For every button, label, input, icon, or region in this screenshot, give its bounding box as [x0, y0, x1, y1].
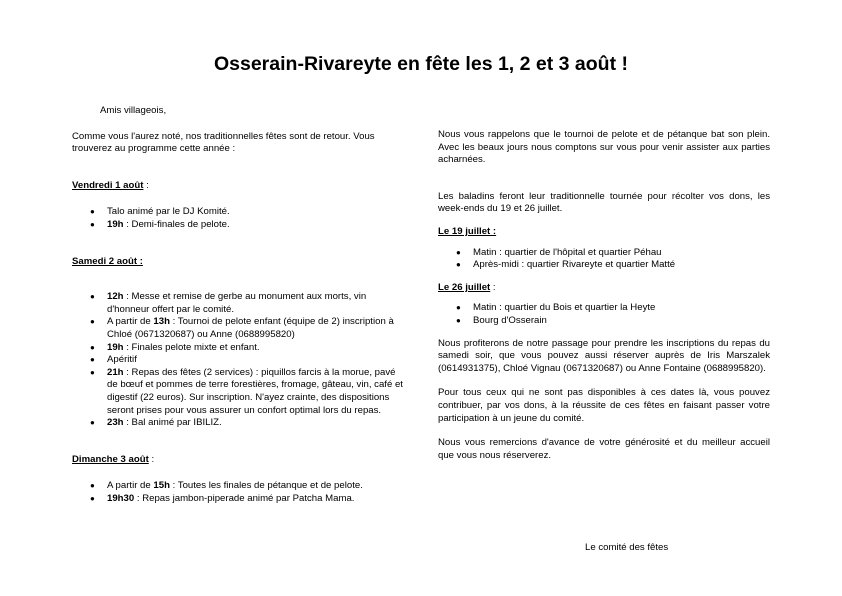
registration-paragraph: Nous profiterons de notre passage pour prendre les inscriptions du repas du samedi soir, que vous pouvez aussi réserver auprès de Iris Marszalek (0614931375), Chloé Vignau (0671320687) ou Anne Fontaine (0688995820). — [438, 337, 770, 374]
left-column — [72, 105, 404, 505]
bullet-icon: ● — [90, 367, 95, 377]
item-text: : Repas des fêtes (2 services) : piquillos farcis à la morue, pavé de bœuf et pommes de terre forestières, fromage, gâteau, vin, café et digestif (22 euros). Sur inscription. N'ayez crainte, des dispositions seront prises pour vous assurer un confort optimal lors du repas. — [107, 366, 403, 416]
saturday-list — [72, 291, 404, 430]
tournament-paragraph: Nous vous rappelons que le tournoi de pelote et de pétanque bat son plein. Avec les beaux jours nous comptons sur vous pour venir assister aux parties acharnées. — [438, 129, 770, 166]
greeting: Amis villageois, — [100, 105, 167, 116]
item-time: 12h — [107, 291, 124, 303]
donation-paragraph: Pour tous ceux qui ne sont pas disponibles à ces dates là, vous pouvez contribuer, par vos dons, à la réussite de ces fêtes en faisant passer votre participation à un jeune du comité. — [438, 387, 770, 424]
signature: Le comité des fêtes — [585, 542, 669, 553]
list-item — [72, 316, 404, 341]
item-time: 23h — [107, 417, 124, 429]
day-label: Samedi 2 août : — [72, 255, 143, 267]
list-item — [72, 417, 404, 430]
list-item — [72, 354, 404, 367]
bullet-icon: ● — [456, 260, 461, 270]
item-time: 21h — [107, 366, 124, 378]
item-text: : Repas jambon-piperade animé par Patcha Mama. — [134, 492, 355, 504]
item-text: : Demi-finales de pelote. — [123, 218, 230, 230]
bullet-icon: ● — [90, 207, 95, 217]
tour-suffix: : — [490, 281, 496, 293]
bullet-icon: ● — [90, 418, 95, 428]
right-column — [438, 129, 770, 462]
item-text: : Toutes les finales de pétanque et de pelote. — [169, 480, 363, 492]
item-pre: A partir de — [107, 480, 154, 492]
list-item — [72, 493, 404, 506]
item-time: 19h — [107, 218, 124, 230]
list-item — [438, 315, 770, 328]
day-heading-saturday — [72, 256, 404, 269]
item-time: 15h — [153, 480, 170, 492]
day-suffix: : — [148, 453, 155, 465]
bullet-icon: ● — [90, 292, 95, 302]
bullet-icon: ● — [90, 219, 95, 229]
list-item — [72, 342, 404, 355]
thanks-paragraph: Nous vous remercions d'avance de votre générosité et du meilleur accueil que vous nous réserverez. — [438, 437, 770, 461]
item-text: : Tournoi de pelote enfant (équipe de 2) inscription à Chloé (0671320687) ou Anne (0688995820) — [107, 316, 394, 340]
item-text: Bourg d'Osserain — [473, 314, 547, 326]
baladins-paragraph: Les baladins feront leur traditionnelle tournée pour récolter vos dons, les week-ends du 19 et 26 juillet. — [438, 190, 770, 215]
item-pre: A partir de — [107, 316, 154, 328]
intro-paragraph: Comme vous l'aurez noté, nos traditionnelles fêtes sont de retour. Vous trouverez au programme cette année : — [72, 130, 375, 155]
item-time: 19h — [107, 341, 124, 353]
bullet-icon: ● — [456, 303, 461, 313]
list-item — [438, 259, 770, 272]
list-item — [438, 302, 770, 315]
tour-label: Le 26 juillet — [438, 281, 491, 293]
item-text: Matin : quartier de l'hôpital et quartier Péhau — [473, 246, 662, 258]
item-time: 13h — [153, 316, 170, 328]
day-suffix: : — [143, 179, 149, 191]
bullet-icon: ● — [90, 342, 95, 352]
tour-heading-19 — [438, 226, 770, 239]
tour-heading-26 — [438, 282, 770, 295]
item-text: Apéritif — [107, 354, 137, 366]
bullet-icon: ● — [90, 481, 95, 491]
bullet-icon: ● — [456, 247, 461, 257]
tour-26-list — [438, 302, 770, 327]
bullet-icon: ● — [456, 315, 461, 325]
item-text: : Bal animé par IBILIZ. — [123, 417, 222, 429]
list-item — [72, 367, 404, 417]
item-text: : Finales pelote mixte et enfant. — [123, 341, 260, 353]
list-item — [72, 219, 404, 232]
bullet-icon: ● — [90, 355, 95, 365]
friday-list — [72, 206, 404, 231]
tour-19-list — [438, 247, 770, 272]
bullet-icon: ● — [90, 493, 95, 503]
item-time: 19h30 — [107, 492, 135, 504]
tour-label: Le 19 juillet : — [438, 225, 497, 237]
list-item — [72, 480, 404, 493]
day-heading-sunday — [72, 454, 404, 467]
list-item — [438, 247, 770, 260]
list-item — [72, 291, 404, 316]
list-item — [72, 206, 404, 219]
page-title: Osserain-Rivareyte en fête les 1, 2 et 3 août ! — [213, 53, 628, 75]
item-text: : Messe et remise de gerbe au monument aux morts, vin d'honneur offert par le comité. — [107, 291, 367, 315]
item-text: Après-midi : quartier Rivareyte et quartier Matté — [473, 259, 676, 271]
item-text: Talo animé par le DJ Komité. — [107, 206, 230, 218]
item-text: Matin : quartier du Bois et quartier la Heyte — [473, 302, 656, 314]
sunday-list — [72, 480, 404, 505]
day-label: Dimanche 3 août — [72, 453, 149, 465]
day-heading-friday — [72, 180, 404, 193]
bullet-icon: ● — [90, 317, 95, 327]
day-label: Vendredi 1 août — [72, 179, 144, 191]
